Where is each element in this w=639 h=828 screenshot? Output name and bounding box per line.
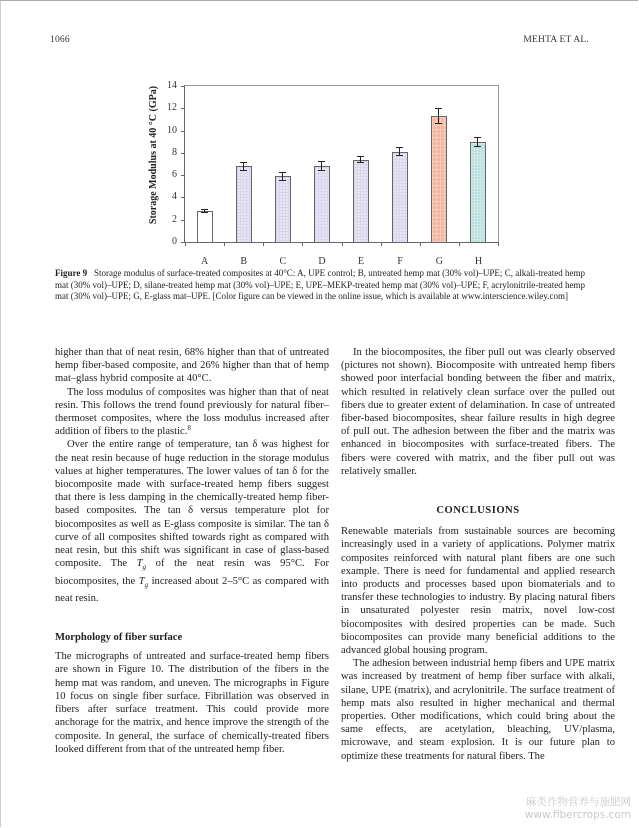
plot-area [167,80,499,267]
x-tick [263,242,264,246]
y-tick-label: 4 [172,191,177,203]
right-column [341,346,615,763]
y-tick [181,197,185,198]
y-tick [181,220,185,221]
bar-G [431,116,447,242]
bar-B [236,166,252,242]
x-tick [185,242,186,246]
citation: 8 [187,424,191,433]
section-heading: Morphology of fiber surface [55,632,183,644]
y-tick [181,86,185,87]
bar-E [353,160,369,242]
figure-label: Figure 9 [55,268,88,278]
y-axis-title: Storage Modulus at 40 °C (GPa) [148,85,159,225]
caption-text: Storage modulus of surface-treated composites at 40°C: A, UPE control; B, untreated hemp mat (30% vol)–UPE; C, alkali-treated hemp mat (30% vol)–UPE; D, silane-treated hemp mat (30% vol)–UPE; E, UPE–MEKP-treated hemp mat (30% vol)–UPE; F, acrylonitrile-treated hemp mat (30% vol)–UPE; G, E-glass mat–UPE. [Color figure can be viewed in the online issue, which is available at www.interscience.wiley.com] [55,268,586,301]
x-tick [459,242,460,246]
paragraph: The adhesion between industrial hemp fibers and UPE matrix was increased by treatment of hemp fiber surface with alkali, silane, UPE (matrix), and acrylonitrile. The surface treatment of hemp mats also resulted in higher mechanical and thermal properties. Other modifications, which could bring about the same effects, are acetylation, bleaching, UV/plasma, microwave, and steam explosion. It is our future plan to optimize these treatments for natural fibers. The [341,658,615,762]
bar-C [275,176,291,242]
page-number: 1066 [50,35,70,45]
x-tick-label: F [397,256,403,267]
left-column [55,346,329,756]
y-tick-label: 14 [167,80,177,91]
y-tick-label: 2 [172,213,177,225]
x-tick-label: H [474,256,483,267]
error-bar [399,147,400,156]
bar-D [314,166,330,242]
figure-caption [55,268,585,303]
y-tick-label: 10 [167,124,177,136]
bar-A [197,211,213,242]
section-heading: CONCLUSIONS [436,505,520,517]
paragraph: The loss modulus of composites was higher than that of neat resin. This follows the trend found previously for natural fiber–thermoset composites, where the loss modulus increased after addition of fibers to the plastic.$^8$ [55,386,329,438]
error-bar [204,209,205,213]
error-bar [243,162,244,171]
bar-H [470,142,486,242]
bar-F [392,152,408,242]
x-tick-label: E [358,256,365,267]
watermark: 麻类作物营养与施肥网 www.fibercrops.com [524,796,631,821]
y-tick-label: 12 [167,102,177,114]
x-tick [342,242,343,246]
x-tick-label: B [240,256,248,267]
x-tick [224,242,225,246]
x-tick [420,242,421,246]
error-bar [321,161,322,171]
error-bar [438,108,439,125]
x-tick [498,242,499,246]
error-bar [360,156,361,164]
running-title: MEHTA ET AL. [523,35,589,45]
y-tick-label: 0 [172,236,177,247]
y-tick [181,175,185,176]
x-tick [302,242,303,246]
error-bar [477,137,478,147]
paragraph: Renewable materials from sustainable sources are becoming increasingly used in a variety of applications. Polymer matrix composites reinforced with natural plant fibers are one such example. There is need for fundamental and applied research into products and processes based upon biomaterials and to transfer these technologies to industry. By placing natural fibers in unsaturated polyester resin matrix, novel low-cost biocomposites with desired properties can be made. Such biocomposites can provide many beneficial additions to the advanced global housing program. [341,526,615,657]
y-tick-label: 8 [172,146,177,158]
error-bar [282,172,283,181]
x-tick-label: C [279,256,287,267]
figure-9-chart [140,75,510,270]
y-tick [181,108,185,109]
x-tick-label: G [435,256,443,267]
paragraph: Over the entire range of temperature, tan δ was highest for the neat resin because of huge reduction in the storage modulus values at higher temperatures. The lower values of tan δ for the biocomposite made with surface-treated hemp fibers suggest that there is less damping in the chemically-treated hemp fiber-based composites. The tan δ versus temperature plot for biocomposites as well as E-glass composite is similar. The tan δ curve of all composites shifted towards right as compared with neat resin, but this shift was significant in case of glass-based composite. The $T_g$ of the neat resin was 95°C. For biocomposites, the $T_g$ increased about 2–5°C as compared with neat resin. [55,439,330,604]
y-tick [181,153,185,154]
paragraph: higher than that of neat resin, 68% higher than that of untreated hemp fiber-based composite, and 26% higher than that of hemp mat–glass hybrid composite at 40°C. [55,347,329,385]
x-tick-label: D [318,256,326,267]
y-tick [181,131,185,132]
y-tick-label: 6 [172,169,177,181]
paragraph: The micrographs of untreated and surface-treated hemp fibers are shown in Figure 10. The distribution of the fibers in the hemp mat was random, and uneven. The micrographs in Figure 10 focus on single fiber surface. Fibrillation was observed in fibers after surface treatment. This could provide more anchorage for the matrix, and hence improve the strength of the composite. In general, the surface of chemically-treated fibers looked different from that of the untreated hemp fiber. [55,651,329,755]
x-tick-label: A [200,256,209,267]
paragraph: In the biocomposites, the fiber pull out was clearly observed (pictures not shown). Biocomposite with untreated hemp fibers showed poor interfacial bonding between the fiber and matrix, which resulted in relatively clean surface over the pulled out fibers due to greater extent of delamination. In case of untreated fiber-based biocomposites, shear failure results in high degree of pull out. The adhesion between the fiber and the matrix was enhanced in biocomposites with surface-treated fibers. The fibers were covered with matrix, and the fiber pull out was relatively smaller. [341,347,615,477]
x-tick [381,242,382,246]
